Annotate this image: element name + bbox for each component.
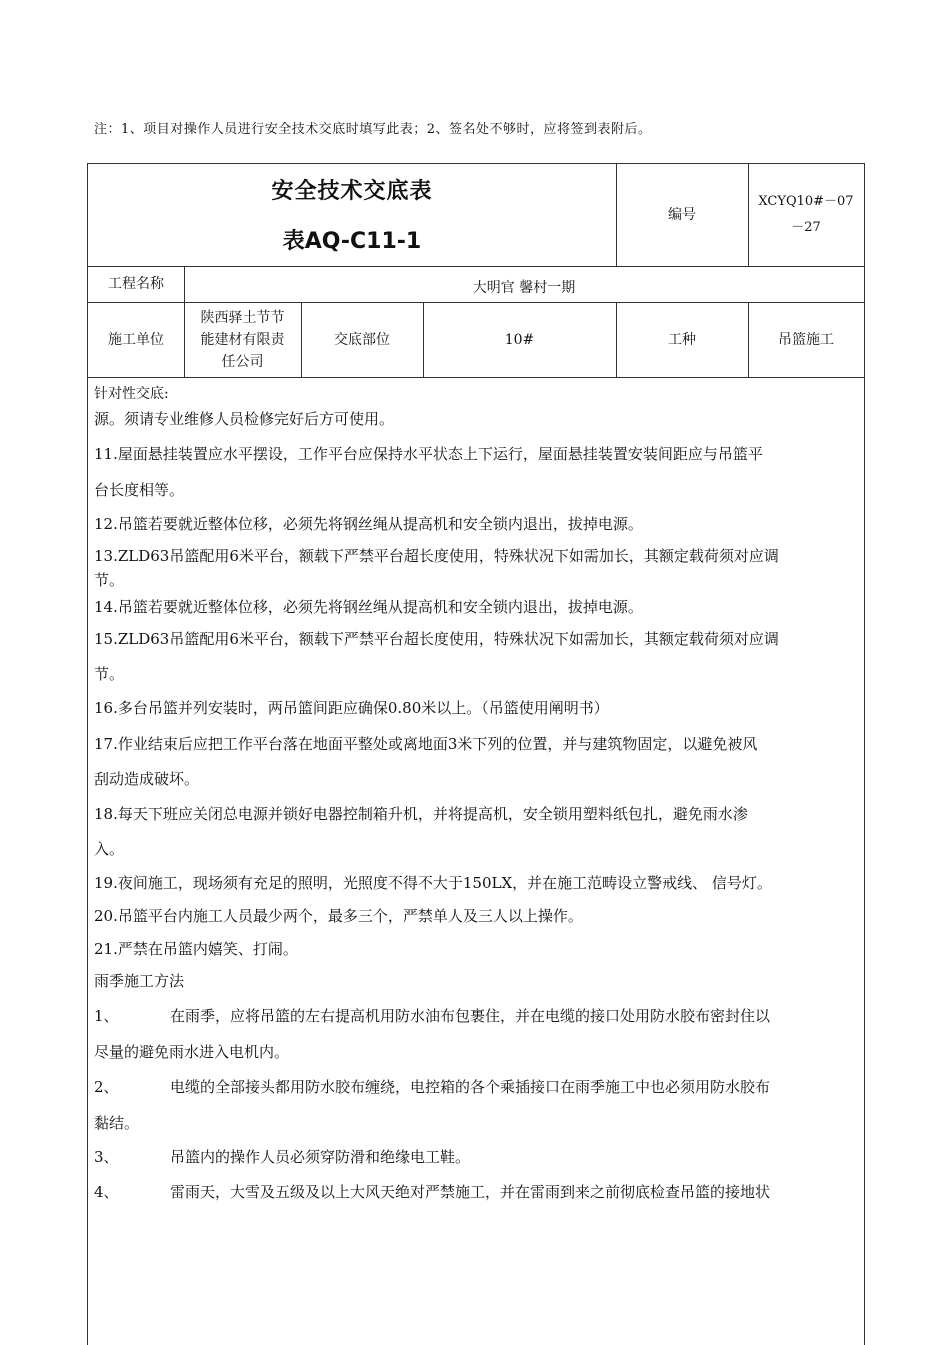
content-line: 18.每天下班应关闭总电源并锁好电器控制箱升机，并将提高机，安全锁用塑料纸包扎，避免雨水渗 <box>94 805 748 823</box>
unit-label <box>88 302 184 377</box>
content-line: 17.作业结束后应把工作平台落在地面平整处或离地面3米下列的位置，并与建筑物固定，以避免被风 <box>94 735 758 753</box>
part-label-text: 交底部位 <box>334 331 390 348</box>
content-line: 台长度相等。 <box>94 481 185 499</box>
code-label-text: 编号 <box>668 207 696 223</box>
unit-label-text: 施工单位 <box>108 331 164 348</box>
rain-item <box>94 1005 770 1026</box>
rain-item <box>94 1146 470 1167</box>
rain-item-text: 黏结。 <box>94 1114 140 1132</box>
form-number-text: 表AQ-C11-1 <box>282 229 422 254</box>
trade-label-text: 工种 <box>668 331 696 348</box>
content-line: 15.ZLD63吊篮配用6米平台，额载下严禁平台超长度使用，特殊状况下如需加长，其额定载荷须对应调 <box>94 630 779 648</box>
content-line: 源。须请专业维修人员检修完好后方可使用。 <box>94 410 395 428</box>
form-number <box>88 222 616 262</box>
project-label-text: 工程名称 <box>108 276 164 292</box>
content-line: 节。 <box>94 571 125 589</box>
trade-label <box>616 302 748 377</box>
content-line: 12.吊篮若要就近整体位移，必须先将钢丝绳从提高机和安全锁内退出，拔掉电源。 <box>94 515 643 533</box>
content-line: 19.夜间施工，现场须有充足的照明，光照度不得不大于150LX，并在施工范畴设立警戒线、 信号灯。 <box>94 874 772 892</box>
code-value <box>748 164 864 266</box>
rain-item-number: 1、 <box>94 1007 119 1025</box>
unit-value <box>184 302 301 377</box>
rain-item-text: 在雨季，应将吊篮的左右提高机用防水油布包裹住，并在电缆的接口处用防水胶布密封住以 <box>170 1007 771 1025</box>
rain-item <box>94 1041 289 1062</box>
unit-value-line: 能建材有限责 <box>200 331 285 348</box>
trade-value <box>748 302 864 377</box>
content-line: 刮动造成破坏。 <box>94 770 200 788</box>
footnote: 注：1、项目对操作人员进行安全技术交底时填写此表；2、签名处不够时，应将签到表附后。 <box>94 122 652 137</box>
code-label <box>616 164 748 266</box>
content-line: 20.吊篮平台内施工人员最少两个，最多三个，严禁单人及三人以上操作。 <box>94 907 583 925</box>
content-line: 16.多台吊篮并列安装时，两吊篮间距应确保0.80米以上。（吊篮使用阐明书） <box>94 699 609 717</box>
unit-value-line: 陕西驿土节节 <box>200 309 285 326</box>
rain-item-text: 尽量的避免雨水进入电机内。 <box>94 1043 290 1061</box>
code-value-line: －27 <box>791 220 821 235</box>
content-line: 13.ZLD63吊篮配用6米平台，额载下严禁平台超长度使用，特殊状况下如需加长，其额定载荷须对应调 <box>94 547 779 565</box>
rain-item <box>94 1181 770 1202</box>
form-title-text: 安全技术交底表 <box>271 179 433 204</box>
content-line: 21.严禁在吊篮内嬉笑、打闹。 <box>94 940 298 958</box>
content-heading: 针对性交底: <box>94 386 169 402</box>
part-value <box>423 302 616 377</box>
rain-item <box>94 1112 139 1133</box>
content-line: 入。 <box>94 840 125 858</box>
project-value <box>184 270 864 306</box>
rain-section-heading: 雨季施工方法 <box>94 972 185 990</box>
row-divider <box>88 377 864 378</box>
rain-item <box>94 1076 770 1097</box>
code-value-line: XCYQ10#－07 <box>758 194 854 209</box>
rain-item-text: 雷雨天，大雪及五级及以上大风天绝对严禁施工，并在雷雨到来之前彻底检查吊篮的接地状 <box>170 1183 771 1201</box>
rain-item-text: 电缆的全部接头都用防水胶布缠绕，电控箱的各个乘插接口在雨季施工中也必须用防水胶布 <box>170 1078 771 1096</box>
content-line: 11.屋面悬挂装置应水平摆设，工作平台应保持水平状态上下运行，屋面悬挂装置安装间距应与吊篮平 <box>94 445 763 463</box>
project-value-text: 大明官 馨村一期 <box>472 280 576 296</box>
rain-item-number: 4、 <box>94 1183 119 1201</box>
rain-item-number: 2、 <box>94 1078 119 1096</box>
unit-value-line: 任公司 <box>221 353 264 370</box>
project-label <box>88 266 184 302</box>
form-table <box>87 163 865 1345</box>
part-label <box>301 302 423 377</box>
content-line: 14.吊篮若要就近整体位移，必须先将钢丝绳从提高机和安全锁内退出，拔掉电源。 <box>94 598 643 616</box>
rain-item-number: 3、 <box>94 1148 119 1166</box>
row-divider <box>88 266 864 267</box>
part-value-text: 10# <box>504 331 535 348</box>
form-title <box>88 172 616 212</box>
rain-item-text: 吊篮内的操作人员必须穿防滑和绝缘电工鞋。 <box>170 1148 471 1166</box>
content-line: 节。 <box>94 665 125 683</box>
trade-value-text: 吊篮施工 <box>778 331 834 348</box>
